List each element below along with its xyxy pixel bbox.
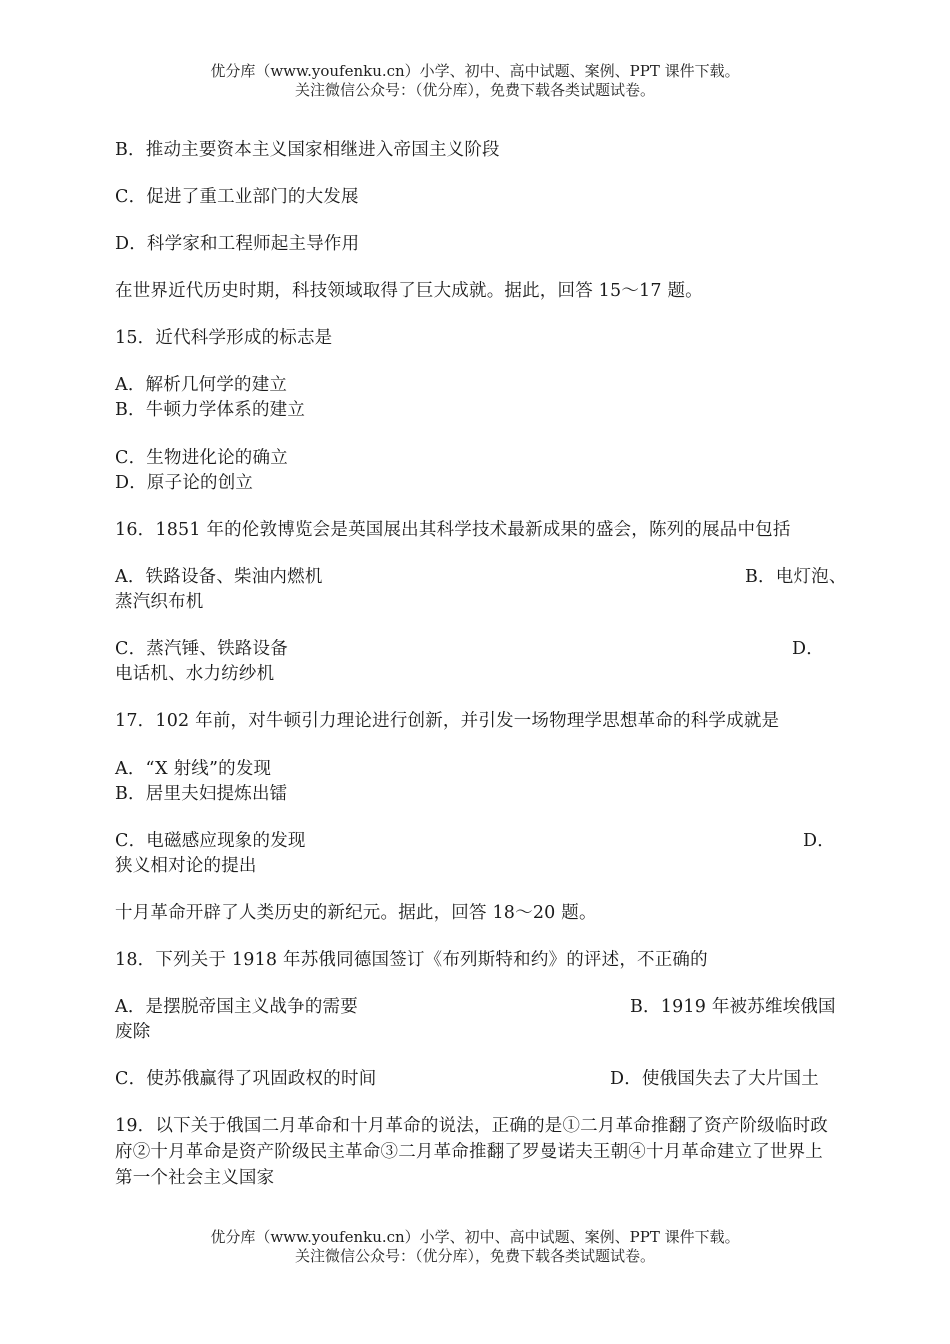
q16-option-b-tail: 蒸汽织布机 bbox=[115, 592, 204, 612]
q17-option-d-tail: 狭义相对论的提出 bbox=[115, 856, 257, 876]
q15-option-d: D．原子论的创立 bbox=[115, 473, 254, 493]
page-header bbox=[0, 62, 950, 100]
intro-18-20: 十月革命开辟了人类历史的新纪元。据此，回答 18～20 题。 bbox=[115, 903, 597, 923]
q19-stem: 19．以下关于俄国二月革命和十月革命的说法，正确的是①二月革命推翻了资产阶级临时政府②十月革命是资产阶级民主革命③二月革命推翻了罗曼诺夫王朝④十月革命建立了世界上第一个社会主义国家 bbox=[115, 1116, 828, 1188]
q16-option-d-head: D． bbox=[792, 639, 824, 659]
q16-option-a: A．铁路设备、柴油内燃机 bbox=[115, 567, 323, 587]
q16-option-c: C．蒸汽锤、铁路设备 bbox=[115, 639, 288, 659]
q18-stem: 18．下列关于 1918 年苏俄同德国签订《布列斯特和约》的评述，不正确的 bbox=[115, 950, 708, 970]
q14-option-d: D．科学家和工程师起主导作用 bbox=[115, 234, 360, 254]
q18-option-c: C．使苏俄赢得了巩固政权的时间 bbox=[115, 1069, 377, 1089]
q18-option-a: A．是摆脱帝国主义战争的需要 bbox=[115, 997, 358, 1017]
page-footer bbox=[0, 1228, 950, 1266]
intro-15-17: 在世界近代历史时期，科技领域取得了巨大成就。据此，回答 15～17 题。 bbox=[115, 281, 703, 301]
q17-option-d-head: D． bbox=[803, 831, 835, 851]
q14-option-c: C．促进了重工业部门的大发展 bbox=[115, 187, 359, 207]
q16-option-b-head: B．电灯泡、 bbox=[745, 567, 847, 587]
header-line-1: 优分库（www.youfenku.cn）小学、初中、高中试题、案例、PPT 课件下载。 bbox=[210, 62, 740, 80]
q15-stem: 15．近代科学形成的标志是 bbox=[115, 328, 333, 348]
q15-option-b: B．牛顿力学体系的建立 bbox=[115, 400, 306, 420]
q18-option-b-tail: 废除 bbox=[115, 1022, 151, 1042]
header-line-2: 关注微信公众号：（优分库），免费下载各类试题试卷。 bbox=[294, 81, 655, 99]
footer-line-1: 优分库（www.youfenku.cn）小学、初中、高中试题、案例、PPT 课件下载。 bbox=[210, 1228, 740, 1246]
q14-option-b: B．推动主要资本主义国家相继进入帝国主义阶段 bbox=[115, 140, 500, 160]
q16-stem: 16．1851 年的伦敦博览会是英国展出其科学技术最新成果的盛会，陈列的展品中包括 bbox=[115, 520, 791, 540]
q15-option-c: C．生物进化论的确立 bbox=[115, 448, 288, 468]
q17-option-c: C．电磁感应现象的发现 bbox=[115, 831, 306, 851]
q15-option-a: A．解析几何学的建立 bbox=[115, 375, 288, 395]
q17-option-a: A．“X 射线”的发现 bbox=[115, 759, 272, 779]
q16-option-d-tail: 电话机、水力纺纱机 bbox=[115, 664, 275, 684]
footer-line-2: 关注微信公众号：（优分库），免费下载各类试题试卷。 bbox=[294, 1247, 655, 1265]
q17-stem: 17．102 年前，对牛顿引力理论进行创新，并引发一场物理学思想革命的科学成就是 bbox=[115, 711, 780, 731]
q18-option-b-head: B．1919 年被苏维埃俄国 bbox=[630, 997, 836, 1017]
q17-option-b: B．居里夫妇提炼出镭 bbox=[115, 784, 288, 804]
q18-option-d: D．使俄国失去了大片国土 bbox=[610, 1069, 819, 1089]
